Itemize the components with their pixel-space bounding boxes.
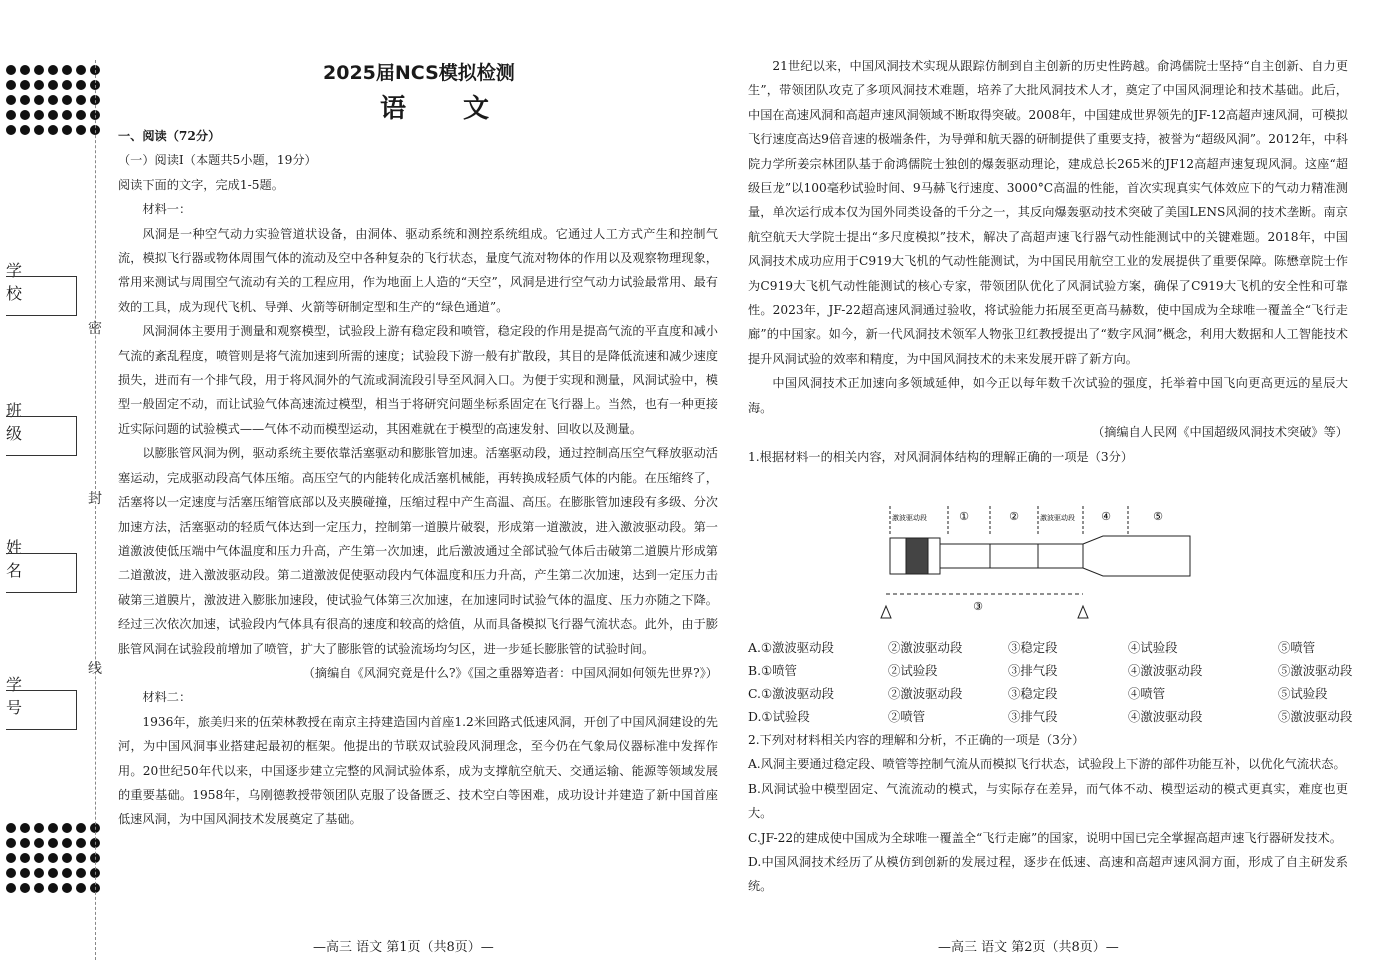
material-2-paragraph: 1936年，旅美归来的伍荣林教授在南京主持建造国内首座1.2米回路式低速风洞，开创了中国风洞建设的先河，为中国风洞事业搭建起最初的框架。他提出的节联双试验段风洞理念，至今仍在气象局仪器标准中发挥作用。20世纪50年代以来，中国逐步建立完整的风洞试验体系，成为支撑航空航天、交通运输、能源等领域发展的重要基础。1958年，乌刚德教授带领团队克服了设备匮乏、技术空白等困难，成功设计并建造了新中国首座低速风洞，为中国风洞技术发展奠定了基础。 — [118, 714, 718, 827]
instruction: 阅读下面的文字，完成1-5题。 — [118, 177, 284, 192]
school-field[interactable] — [6, 258, 76, 304]
q1-option-cell: ③稳定段 — [1008, 640, 1058, 655]
exam-title: 2025届NCS模拟检测 — [323, 62, 515, 84]
binding-cut-line — [95, 60, 96, 960]
diagram-label-middle: 激波驱动段 — [1040, 514, 1075, 522]
material-1-paragraph: 风洞洞体主要用于测量和观察模型，试验段上游有稳定段和喷管，稳定段的作用是提高气流的平直度和减小气流的紊乱程度，喷管则是将气流加速到所需的速度；试验段下游一般有扩散段，其目的是降低流速和减少速度损失，进而有一个排气段，用于将风洞外的气流或洞流段引导至风洞入口。为便于实现和测量，风洞试验中，模型一般固定不动，而让试验气体高速流过模型，相当于将研究问题坐标系固定在飞行器上。当然，也有一种更接近实际问题的试验模式——气体不动而模型运动，其困难就在于模型的高速发射、回收以及测量。 — [118, 324, 718, 436]
page-1-body — [118, 124, 718, 832]
q1-option-cell: ②激波驱动段 — [888, 640, 963, 655]
school-box[interactable] — [6, 276, 77, 316]
name-field[interactable] — [6, 535, 76, 581]
material-1-paragraph: 风洞是一种空气动力实验管道状设备，由洞体、驱动系统和测控系统组成。它通过人工方式产生和控制气流，模拟飞行器或物体周围气体的流动及空中各种复杂的飞行状态，量度气流对物体的作用以及观察物理现象，常用来测试与周围空气流动有关的工程应用，作为地面上人造的“天空”，风洞是进行空气动力试验最常用、最有效的工具，成为现代飞机、导弹、火箭等研制定型和生产的“绿色通道”。 — [118, 226, 718, 314]
diagram-nozzle — [1083, 536, 1190, 576]
page-1-footer: —高三 语文 第1页（共8页）— — [313, 940, 494, 955]
seal-char-mi: 密 — [88, 321, 102, 337]
q1-option-cell: ④激波驱动段 — [1128, 663, 1203, 678]
q1-option-cell: ⑤喷管 — [1278, 640, 1316, 655]
diagram-num-4: ④ — [1101, 510, 1111, 523]
q1-option-cell: C.①激波驱动段 — [748, 686, 835, 701]
material-2-source: （摘编自人民网《中国超级风洞技术突破》等） — [1092, 425, 1348, 440]
q1-option-row-b[interactable] — [748, 659, 1353, 682]
q1-option-cell: ②试验段 — [888, 663, 938, 678]
class-label: 班 级 — [6, 401, 37, 443]
name-box[interactable] — [6, 553, 77, 593]
page-2-body — [748, 54, 1348, 469]
section-heading: 一、阅读（72分） — [118, 129, 221, 143]
seal-char-feng: 封 — [88, 491, 102, 507]
q2-option-b[interactable]: B.风洞试验中模型固定、气流流动的模式，与实际存在差异，而气体不动、模型运动的模式更真实，难度也更大。 — [748, 781, 1348, 821]
material-1-label: 材料一： — [142, 202, 192, 217]
q1-option-cell: ③排气段 — [1008, 663, 1058, 678]
q2-option-a[interactable]: A.风洞主要通过稳定段、喷管等控制气流从而模拟飞行状态，试验段上下游的部件功能互补，以优化气流状态。 — [748, 757, 1346, 772]
question-1-stem: 1.根据材料一的相关内容，对风洞洞体结构的理解正确的一项是（3分） — [748, 449, 1134, 464]
diagram-num-2: ② — [1009, 510, 1019, 523]
q1-option-row-d[interactable] — [748, 705, 1353, 728]
material-2-label: 材料二： — [142, 690, 192, 705]
q2-option-c[interactable]: C.JF-22的建成使中国成为全球唯一覆盖全“飞行走廊”的国家，说明中国已完全掌握高超声速飞行器研发技术。 — [748, 830, 1342, 845]
q1-option-cell: ④喷管 — [1128, 686, 1166, 701]
name-label: 姓 名 — [6, 538, 37, 580]
q1-option-row-a[interactable] — [748, 636, 1348, 659]
student-number-box[interactable] — [6, 690, 77, 730]
page-2-footer: —高三 语文 第2页（共8页）— — [938, 940, 1119, 955]
exam-subject: 语 文 — [380, 94, 514, 124]
subsection-heading: （一）阅读Ⅰ（本题共5小题，19分） — [118, 153, 317, 168]
q1-option-cell: ③排气段 — [1008, 709, 1058, 724]
material-1-source: （摘编自《风洞究竟是什么?》《国之重器筹造者：中国风洞如何领先世界?》） — [302, 665, 718, 680]
material-2-continued: 21世纪以来，中国风洞技术实现从跟踪仿制到自主创新的历史性跨越。俞鸿儒院士坚持“自主创新、自力更生”，带领团队攻克了多项风洞技术难题，培养了大批风洞技术人才，奠定了中国风洞理论和技术基础。此后，中国在高速风洞和高超声速风洞领域不断取得突破。2008年，中国建成世界领先的JF-12高超声速风洞，可模拟飞行速度高达9倍音速的极端条件，为导弹和航天器的研制提供了重要支持，被誉为“超级风洞”。2012年，中科院力学所姜宗林团队基于俞鸿儒院士独创的爆轰驱动理论，建成总长265米的JF12高超声速复现风洞。这座“超级巨龙”以100毫秒试验时间、9马赫飞行速度、3000°C高温的性能，首次实现真实气体效应下的气动力精准测量，单次运行成本仅为国外同类设备的千分之一，其反向爆轰驱动技术突破了美国LENS风洞的技术垄断。南京航空航天大学院士提出“多尺度模拟”技术，解决了高超声速飞行器气动性能测试中的关键难题。2018年，中国风洞技术成功应用于C919大飞机的气动性能测试，为中国民用航空工业的发展提供了重要保障。陈懋章院士作为C919大飞机气动性能测试的核心专家，带领团队优化了风洞试验方案，确保了C919大飞机的安全性和可靠性。2023年，JF-22超高速风洞通过验收，将试验能力拓展至更高马赫数，使中国成为全球唯一覆盖全“飞行走廊”的中国家。如今，新一代风洞技术领军人物张卫红教授提出了“数字风洞”概念，利用大数据和人工智能技术提升风洞试验的效率和精度，为中国风洞技术的未来发展开辟了新方向。 — [748, 59, 1348, 366]
question-1-options — [748, 636, 1353, 899]
class-box[interactable] — [6, 416, 77, 456]
material-1-paragraph: 以膨胀管风洞为例，驱动系统主要依靠活塞驱动和膨胀管加速。活塞驱动段，通过控制高压空气释放驱动活塞运动，完成驱动段高气体压缩。高压空气的内能转化成活塞机械能，再转换成轻质气体的内能。在压缩终了，活塞将以一定速度与活塞压缩管底部以及夹膜碰撞，压缩过程中产生高温、高压。在膨胀管加速段有多级、分次加速方法，活塞驱动的轻质气体达到一定压力，控制第一道膜片破裂，形成第一道激波，进入激波驱动段。第一道激波使低压端中气体温度和压力升高，产生第一次加速，此后激波通过全部试验气体后击破第二道膜片形成第二道激波，进入激波驱动段。第二道激波促使驱动段内气体温度和压力升高，产生第二次加速，达到一定压力击破第三道膜片，激波进入膨胀加速段，使试验气体第三次加速，在加速同时试验气体的温度、压力亦随之下降。经过三次依次加速，试验段内气体具有很高的速度和较高的焓值，从而具备模拟飞行器气流状态。此外，由于膨胀管风洞在试验段前增加了喷管，扩大了膨胀管的试验流场均匀区，进一步延长膨胀管的试验时间。 — [118, 446, 718, 656]
class-field[interactable] — [6, 398, 76, 444]
diagram-tube-3 — [1038, 544, 1083, 568]
q1-option-cell: D.①试验段 — [748, 709, 810, 724]
question-2-stem: 2.下列对材料相关内容的理解和分析，不正确的一项是（3分） — [748, 733, 1085, 747]
seal-char-xian: 线 — [88, 661, 102, 677]
q1-option-cell: A.①激波驱动段 — [748, 640, 834, 655]
q1-option-row-c[interactable] — [748, 682, 1348, 705]
q1-option-cell: ⑤激波驱动段 — [1278, 709, 1353, 724]
q2-option-d[interactable]: D.中国风洞技术经历了从模仿到创新的发展过程，逐步在低速、高速和高超声速风洞方面，形成了自主研发系统。 — [748, 855, 1348, 894]
diagram-label-driver: 激波驱动段 — [892, 514, 927, 522]
q1-option-cell: ④激波驱动段 — [1128, 709, 1203, 724]
binding-dot-grid-bottom — [6, 823, 100, 893]
q1-option-cell: ④试验段 — [1128, 640, 1178, 655]
diagram-num-5: ⑤ — [1153, 510, 1163, 523]
student-number-label: 学 号 — [6, 675, 37, 717]
diagram-tube-2 — [990, 544, 1038, 568]
binding-dot-grid-top — [6, 65, 100, 135]
material-2-closing: 中国风洞技术正加速向多领域延伸，如今正以每年数千次试验的强度，托举着中国飞向更高更远的星辰大海。 — [748, 376, 1348, 415]
diagram-tube-1 — [940, 544, 990, 568]
diagram-support-left — [881, 606, 891, 618]
q1-option-cell: B.①喷管 — [748, 663, 797, 678]
q1-option-cell: ⑤试验段 — [1278, 686, 1328, 701]
wind-tunnel-diagram — [878, 506, 1198, 624]
school-label: 学 校 — [6, 261, 37, 303]
q1-option-cell: ②激波驱动段 — [888, 686, 963, 701]
student-number-field[interactable] — [6, 672, 76, 718]
diagram-piston-block — [906, 538, 928, 574]
diagram-support-right — [1078, 606, 1088, 618]
q1-option-cell: ⑤激波驱动段 — [1278, 663, 1353, 678]
diagram-num-1: ① — [959, 510, 969, 523]
q1-option-cell: ③稳定段 — [1008, 686, 1058, 701]
q1-option-cell: ②喷管 — [888, 709, 926, 724]
diagram-num-3: ③ — [973, 600, 983, 613]
